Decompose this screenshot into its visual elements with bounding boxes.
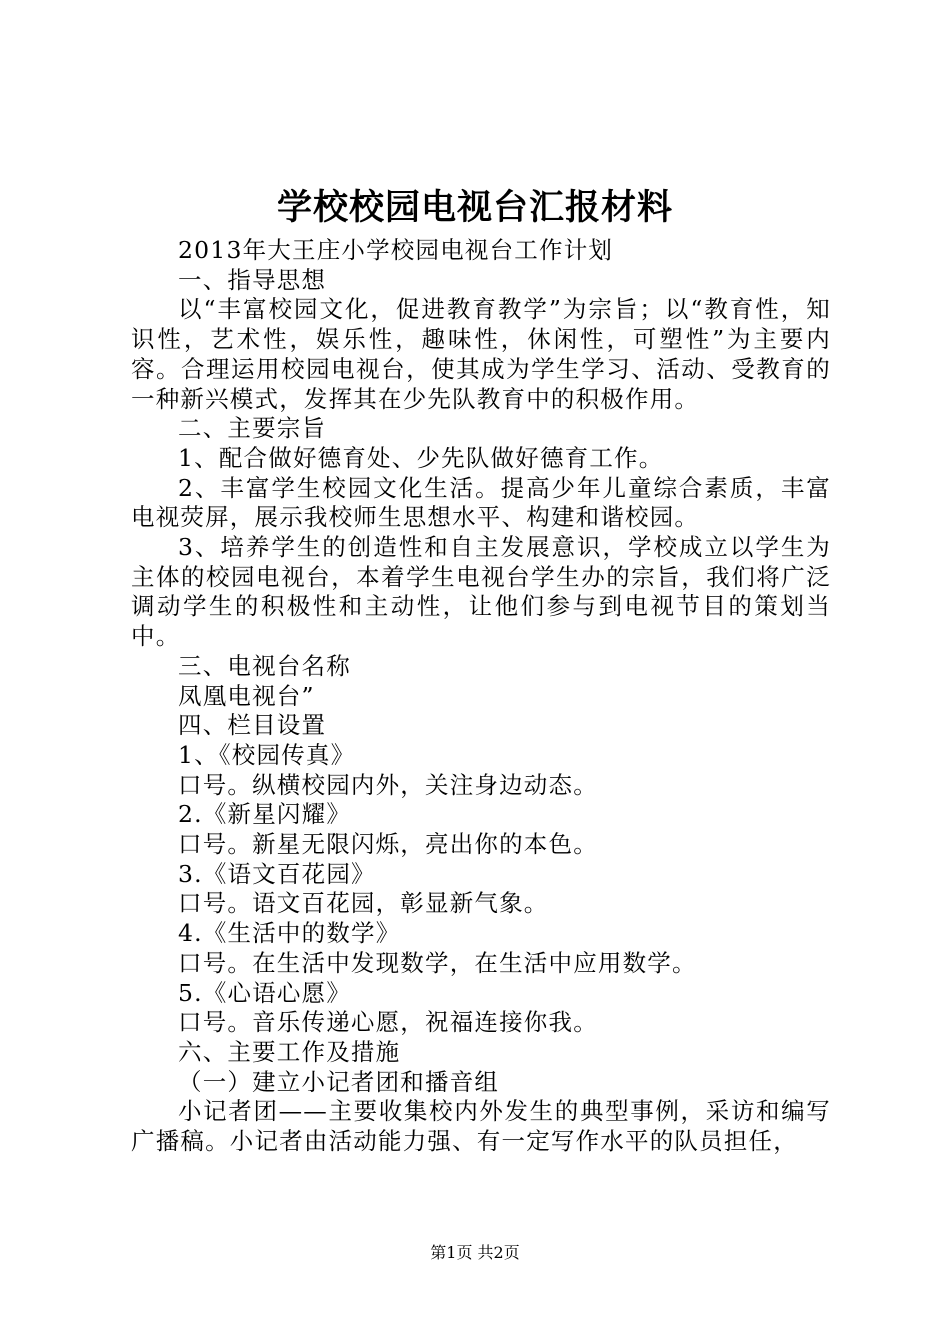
page-number-footer: 第1页 共2页 — [430, 1243, 520, 1262]
program-2-slogan: 口号。新星无限闪烁，亮出你的本色。 — [178, 830, 598, 859]
program-5-title: 5.《心语心愿》 — [178, 978, 352, 1007]
program-3-title: 3.《语文百花园》 — [178, 859, 376, 888]
program-1-slogan: 口号。纵横校园内外，关注身边动态。 — [178, 770, 598, 799]
section-heading-guiding-ideology: 一、指导思想 — [178, 265, 327, 294]
section-heading-work-measures: 六、主要工作及措施 — [178, 1037, 401, 1066]
plan-heading: 2013年大王庄小学校园电视台工作计划 — [178, 236, 614, 264]
section-heading-main-purpose: 二、主要宗旨 — [178, 414, 327, 443]
program-4-title: 4.《生活中的数学》 — [178, 919, 401, 948]
program-3-slogan: 口号。语文百花园，彰显新气象。 — [178, 889, 549, 918]
program-1-title: 1、《校园传真》 — [178, 740, 356, 769]
purpose-item-3: 3、培养学生的创造性和自主发展意识，学校成立以学生为主体的校园电视台，本着学生电视台学生办的宗旨，我们将广泛调动学生的积极性和主动性，让他们参与到电视节目的策划当中。 — [131, 533, 831, 651]
purpose-item-2: 2、丰富学生校园文化生活。提高少年儿童综合素质，丰富电视荧屏，展示我校师生思想水平、构建和谐校园。 — [131, 473, 831, 532]
reporter-team-paragraph: 小记者团——主要收集校内外发生的典型事例，采访和编写广播稿。小记者由活动能力强、有一定写作水平的队员担任， — [131, 1097, 831, 1156]
section-heading-program-setup: 四、栏目设置 — [178, 711, 327, 740]
subsection-heading-reporter-team: （一）建立小记者团和播音组 — [178, 1067, 500, 1096]
section-heading-station-name: 三、电视台名称 — [178, 651, 351, 680]
document-body — [131, 236, 831, 1157]
station-name: 凤凰电视台” — [178, 681, 315, 710]
program-5-slogan: 口号。音乐传递心愿，祝福连接你我。 — [178, 1008, 598, 1037]
program-4-slogan: 口号。在生活中发现数学，在生活中应用数学。 — [178, 948, 697, 977]
document-title: 学校校园电视台汇报材料 — [276, 187, 673, 228]
program-2-title: 2.《新星闪耀》 — [178, 800, 352, 829]
purpose-item-1: 1、配合做好德育处、少先队做好德育工作。 — [178, 443, 664, 472]
guiding-ideology-paragraph: 以“丰富校园文化，促进教育教学”为宗旨；以“教育性，知识性，艺术性，娱乐性，趣味性，休闲性，可塑性”为主要内容。合理运用校园电视台，使其成为学生学习、活动、受教育的一种新兴模式，发挥其在少先队教育中的积极作用。 — [131, 295, 831, 413]
